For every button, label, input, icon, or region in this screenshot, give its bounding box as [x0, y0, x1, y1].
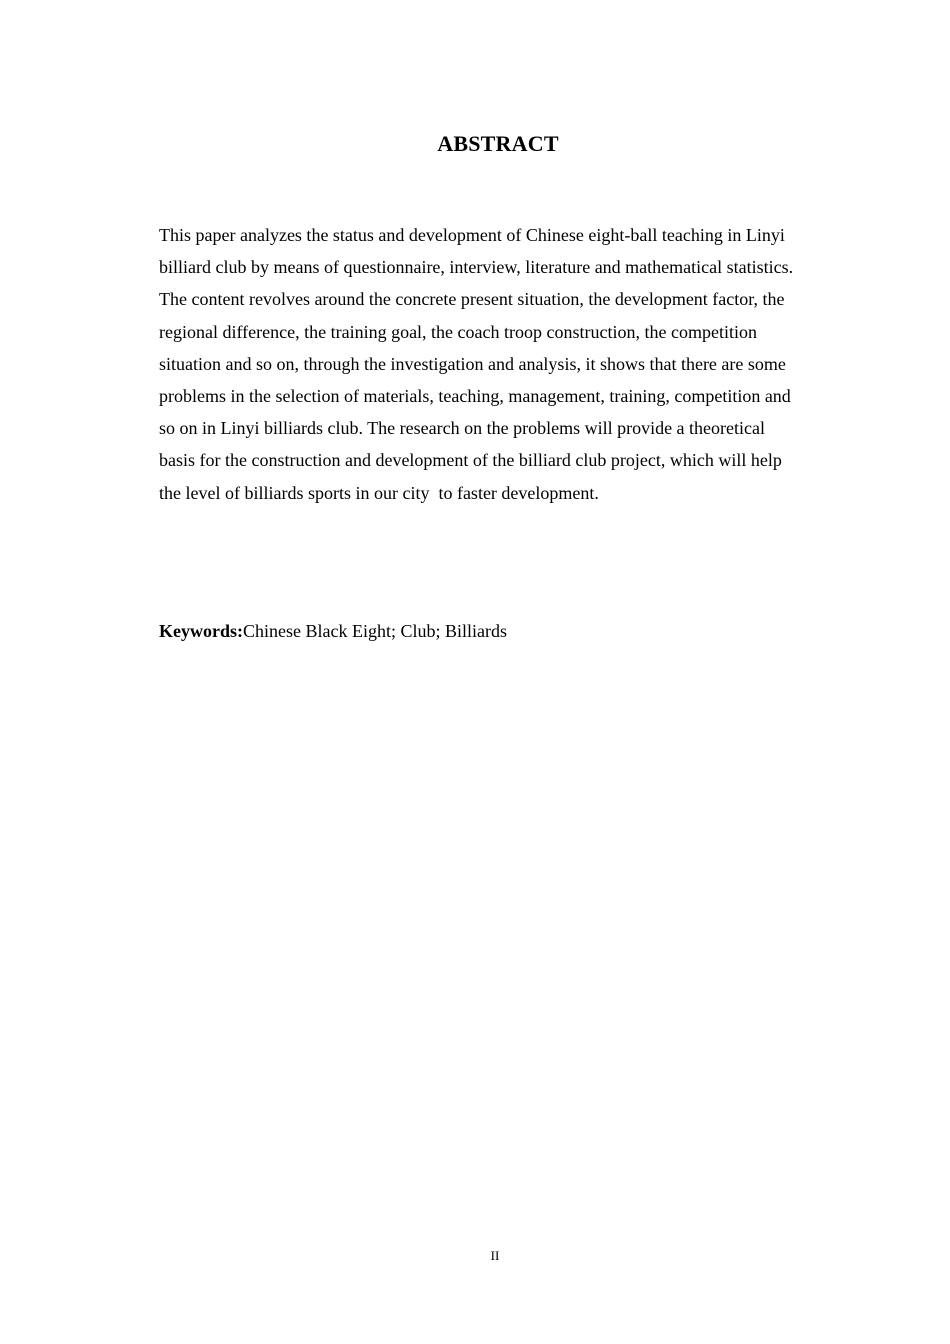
- abstract-line: basis for the construction and development of the billiard club project, which will help: [159, 450, 782, 471]
- abstract-line: The content revolves around the concrete present situation, the development factor, the: [159, 289, 785, 310]
- abstract-body: [159, 219, 849, 509]
- abstract-line: so on in Linyi billiards club. The research on the problems will provide a theoretical: [159, 418, 766, 439]
- keywords: [159, 619, 507, 643]
- page-number: II: [490, 1248, 500, 1263]
- keywords-label: Keywords:: [159, 621, 243, 641]
- abstract-line: the level of billiards sports in our city to faster development.: [159, 482, 599, 503]
- abstract-line: situation and so on, through the investigation and analysis, it shows that there are some: [159, 353, 786, 374]
- abstract-line: billiard club by means of questionnaire, interview, literature and mathematical statistics.: [159, 257, 794, 278]
- abstract-title: ABSTRACT: [437, 131, 559, 156]
- abstract-line: This paper analyzes the status and development of Chinese eight-ball teaching in Linyi: [159, 225, 785, 245]
- abstract-line: problems in the selection of materials, teaching, management, training, competition and: [159, 386, 791, 407]
- keywords-value: Chinese Black Eight; Club; Billiards: [243, 621, 507, 641]
- abstract-line: regional difference, the training goal, the coach troop construction, the competition: [159, 321, 757, 342]
